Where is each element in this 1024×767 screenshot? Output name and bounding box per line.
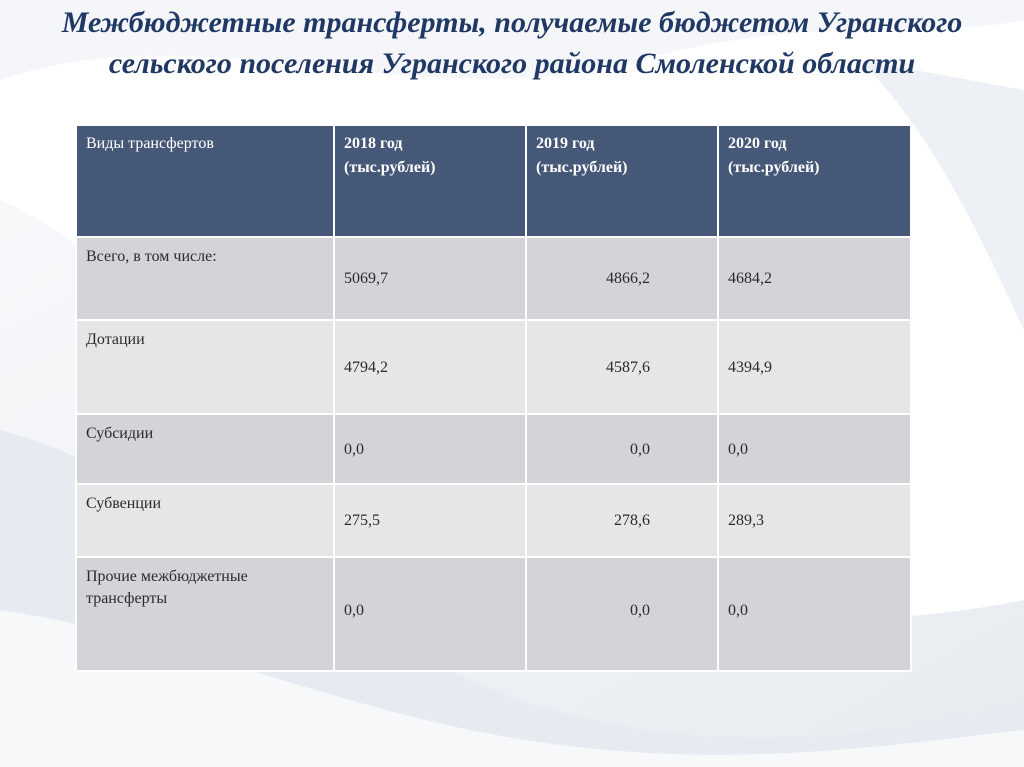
cell-value-2020: 0,0	[718, 557, 911, 671]
column-header-2019	[526, 125, 718, 237]
column-header-2020	[718, 125, 911, 237]
cell-value-2020: 289,3	[718, 484, 911, 557]
page-title: Межбюджетные трансферты, получаемые бюджетом Угранского сельского поселения Угранского района Смоленской области	[61, 6, 963, 80]
column-header-type: Виды трансфертов	[76, 125, 334, 237]
cell-value-2020: 4684,2	[718, 237, 911, 320]
table-row-subsidies-dotations	[76, 320, 911, 414]
cell-value-2018: 4794,2	[334, 320, 526, 414]
row-label: Субсидии	[76, 414, 334, 484]
cell-value-2019: 0,0	[526, 557, 718, 671]
column-header-year: 2018 год	[344, 135, 403, 152]
column-header-unit: (тыс.рублей)	[344, 159, 436, 176]
column-header-unit: (тыс.рублей)	[728, 159, 820, 176]
column-header-unit: (тыс.рублей)	[536, 159, 628, 176]
transfers-table	[75, 124, 912, 672]
row-label: Всего, в том числе:	[76, 237, 334, 320]
cell-value-2018: 5069,7	[334, 237, 526, 320]
cell-value-2018: 0,0	[334, 557, 526, 671]
cell-value-2020: 4394,9	[718, 320, 911, 414]
column-header-year: 2020 год	[728, 135, 787, 152]
table-row-subsidies	[76, 414, 911, 484]
column-header-2018	[334, 125, 526, 237]
cell-value-2019: 0,0	[526, 414, 718, 484]
cell-value-2019: 4587,6	[526, 320, 718, 414]
row-label: Прочие межбюджетные трансферты	[76, 557, 334, 671]
table-header-row	[76, 125, 911, 237]
cell-value-2020: 0,0	[718, 414, 911, 484]
row-label: Субвенции	[76, 484, 334, 557]
cell-value-2018: 0,0	[334, 414, 526, 484]
cell-value-2019: 278,6	[526, 484, 718, 557]
row-label: Дотации	[76, 320, 334, 414]
table-row-total	[76, 237, 911, 320]
cell-value-2019: 4866,2	[526, 237, 718, 320]
cell-value-2018: 275,5	[334, 484, 526, 557]
table-row-subventions	[76, 484, 911, 557]
table-row-other-transfers	[76, 557, 911, 671]
transfers-table-container	[75, 124, 912, 672]
column-header-year: 2019 год	[536, 135, 595, 152]
